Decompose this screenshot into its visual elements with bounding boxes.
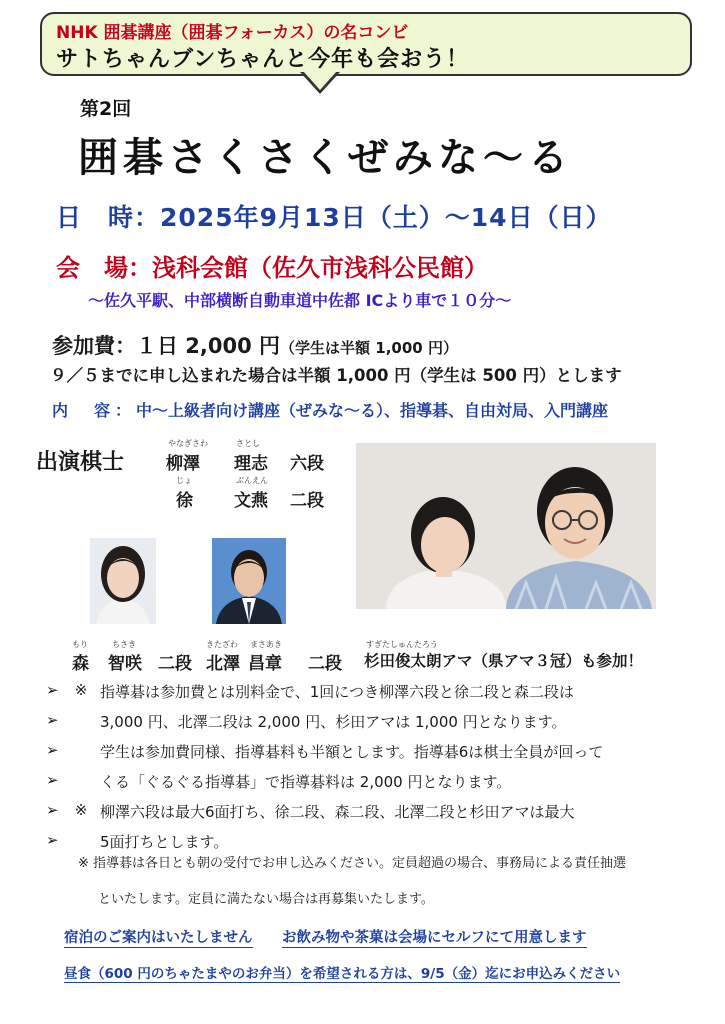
pro2-family: 徐 <box>176 491 193 511</box>
mori-ruby-given: ちさき <box>112 640 136 649</box>
edition-label: 第2回 <box>80 98 132 120</box>
kitazawa-family: 北澤 <box>206 654 240 674</box>
early-discount: ９／５までに申し込まれた場合は半額 1,000 円（学生は 500 円）とします <box>50 366 622 385</box>
mori-rank: 二段 <box>158 654 192 674</box>
arrow-bullet-icon: ➢ <box>46 801 59 819</box>
fee-value: １日 2,000 円 <box>136 334 281 358</box>
mori-given: 智咲 <box>108 654 142 674</box>
date-label: 日 時： <box>56 203 161 232</box>
kitazawa-given: 昌章 <box>248 654 282 674</box>
notes-list <box>46 681 706 861</box>
note-line <box>46 741 706 771</box>
event-title: 囲碁さくさくぜみな〜る <box>78 135 573 181</box>
arrow-bullet-icon: ➢ <box>46 711 59 729</box>
note-mark <box>62 711 100 741</box>
pro2-rank: 二段 <box>290 491 324 511</box>
performers-label: 出演棋士 <box>36 450 125 475</box>
pro1-given: 理志 <box>234 454 268 474</box>
lodging-notice: 宿泊のご案内はいたしません <box>64 926 253 948</box>
arrow-bullet-icon: ➢ <box>46 681 59 699</box>
note-line <box>46 801 706 831</box>
note-text: 3,000 円、北澤二段は 2,000 円、杉田アマは 1,000 円となります。 <box>100 713 567 731</box>
event-venue <box>56 248 488 283</box>
remark-line-2: といたします。定員に満たない場合は再募集いたします。 <box>98 892 434 907</box>
kitazawa-ruby-family: きたざわ <box>206 640 238 649</box>
pro1-family: 柳澤 <box>166 454 200 474</box>
kitazawa-photo-illustration <box>212 538 286 624</box>
note-text: 学生は参加費同様、指導碁料も半額とします。指導碁6は棋士全員が回って <box>100 743 604 761</box>
pro1-rank: 六段 <box>290 454 324 474</box>
pro2-ruby-family: じょ <box>176 476 192 485</box>
note-text: 柳澤六段は最大6面打ち、徐二段、森二段、北澤二段と杉田アマは最大 <box>100 803 575 821</box>
event-content <box>52 398 608 421</box>
pro1-ruby-given: さとし <box>236 439 260 448</box>
remark-line-1: ※ 指導碁は各日とも朝の受付でお申し込みください。定員超過の場合、事務局による責任抽選 <box>78 856 627 871</box>
pro2-ruby-given: ぶんえん <box>236 476 268 485</box>
fee-label: 参加費： <box>52 334 136 358</box>
mori-ruby-family: もり <box>72 640 88 649</box>
sugita-amateur: 杉田俊太朗アマ（県アマ３冠）も参加！ <box>364 652 644 670</box>
mori-family: 森 <box>72 654 89 674</box>
venue-value: 浅科会館（佐久市浅科公民館） <box>152 254 488 282</box>
note-line <box>46 771 706 801</box>
kitazawa-ruby-given: まさあき <box>250 640 282 649</box>
fee-student: （学生は半額 1,000 円） <box>280 339 458 357</box>
date-value: 2025年9月13日（土）〜14日（日） <box>160 203 612 232</box>
event-fee <box>52 330 458 360</box>
pros-photo <box>356 443 656 609</box>
venue-access: 〜佐久平駅、中部横断自動車道中佐都 ICより車で１０分〜 <box>88 291 512 310</box>
content-value: 中〜上級者向け講座（ぜみな〜る）、指導碁、自由対局、入門講座 <box>136 401 609 420</box>
header-subtitle: NHK 囲碁講座（囲碁フォーカス）の名コンビ <box>56 23 409 43</box>
note-text: 指導碁は参加費とは別料金で、1回につき柳澤六段と徐二段と森二段は <box>100 683 574 701</box>
arrow-bullet-icon: ➢ <box>46 831 59 849</box>
note-mark <box>62 741 100 771</box>
note-text: くる「ぐるぐる指導碁」で指導碁料は 2,000 円となります。 <box>100 773 512 791</box>
content-label: 内 容： <box>52 401 137 420</box>
header-headline: サトちゃんブンちゃんと今年も会おう！ <box>56 47 470 72</box>
mori-photo <box>90 538 156 624</box>
venue-label: 会 場： <box>56 254 152 282</box>
note-mark: ※ <box>74 681 88 699</box>
pro1-ruby-family: やなぎさわ <box>168 439 208 448</box>
pro2-given: 文燕 <box>234 491 268 511</box>
kitazawa-rank: 二段 <box>308 654 342 674</box>
lunch-notice: 昼食（600 円のちゃたまやのお弁当）を希望される方は、9/5（金）迄にお申込みください <box>64 962 620 983</box>
arrow-bullet-icon: ➢ <box>46 741 59 759</box>
sugita-ruby: すぎたしゅんたろう <box>366 640 438 649</box>
mori-photo-illustration <box>90 538 156 624</box>
note-text: 5面打ちとします。 <box>100 833 229 851</box>
kitazawa-photo <box>212 538 286 624</box>
note-mark: ※ <box>74 801 88 819</box>
note-line <box>46 681 706 711</box>
note-line <box>46 711 706 741</box>
drinks-notice: お飲み物や茶菓は会場にセルフにて用意します <box>282 926 587 948</box>
note-mark <box>62 771 100 801</box>
arrow-bullet-icon: ➢ <box>46 771 59 789</box>
event-date <box>56 198 612 234</box>
pros-photo-illustration <box>356 443 656 609</box>
bubble-tail-fill <box>303 71 337 90</box>
